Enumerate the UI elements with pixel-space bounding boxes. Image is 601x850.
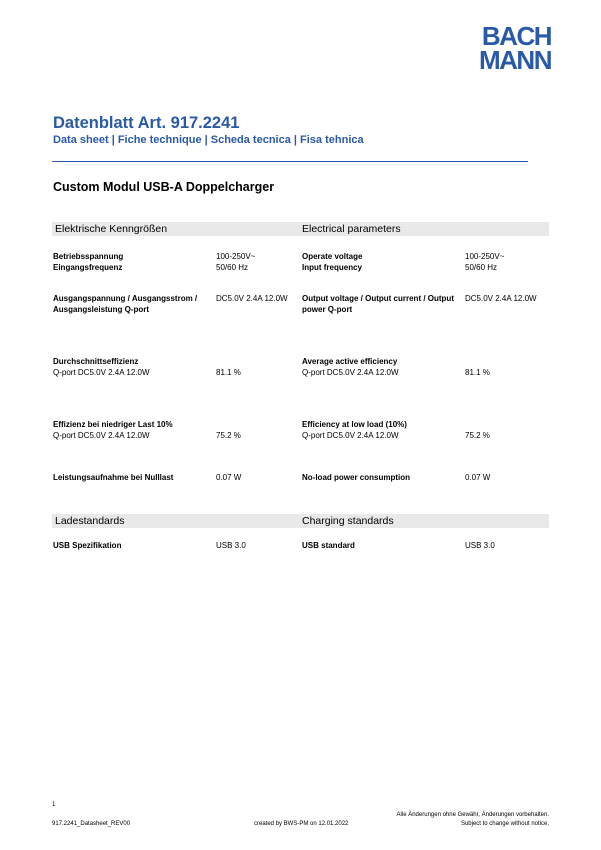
param-label-line: Durchschnittseffizienz: [53, 357, 139, 366]
param-value-en: DC5.0V 2.4A 12.0W: [465, 294, 537, 303]
param-value-en: 81.1 %: [465, 368, 490, 377]
header-divider: [52, 161, 528, 162]
param-label-de: [53, 419, 173, 441]
product-name: Custom Modul USB-A Doppelcharger: [53, 180, 275, 194]
param-label-en: [302, 356, 399, 378]
param-label-en: No-load power consumption: [302, 473, 410, 482]
page-title: Datenblatt Art. 917.2241: [53, 114, 240, 132]
param-value-en: USB 3.0: [465, 541, 495, 550]
param-sublabel-line: Q-port DC5.0V 2.4A 12.0W: [302, 368, 399, 377]
page-number: 1: [52, 802, 56, 808]
section-title-charging-de: Ladestandards: [55, 515, 125, 527]
param-label-de: USB Spezifikation: [53, 541, 122, 550]
param-sublabel-line: Q-port DC5.0V 2.4A 12.0W: [53, 431, 150, 440]
param-label-line: Operate voltage: [302, 252, 363, 261]
param-label-en: [302, 419, 407, 441]
param-sublabel-line: Q-port DC5.0V 2.4A 12.0W: [53, 368, 150, 377]
param-label-line: Ausgangsleistung Q-port: [53, 305, 149, 314]
logo-line-1: BACH: [481, 21, 551, 51]
footer-notice-en: Subject to change without notice.: [460, 821, 549, 827]
param-label-line: Average active efficiency: [302, 357, 398, 366]
param-sublabel-line: Q-port DC5.0V 2.4A 12.0W: [302, 431, 399, 440]
logo-line-2: MANN: [479, 45, 551, 75]
param-value-de: [216, 251, 255, 273]
param-value-en: 75.2 %: [465, 431, 490, 440]
footer-doc-id: 917.2241_Datasheet_REV00: [52, 821, 131, 827]
param-label-en: USB standard: [302, 541, 355, 550]
param-label-line: Input frequency: [302, 263, 363, 272]
section-title-charging-en: Charging standards: [302, 515, 394, 527]
param-label-line: Betriebsspannung: [53, 252, 124, 261]
param-value-en: 0.07 W: [465, 473, 491, 482]
param-label-line: Efficiency at low load (10%): [302, 420, 407, 429]
section-title-electrical-en: Electrical parameters: [302, 223, 401, 235]
param-label-en: [302, 293, 454, 315]
param-label-en: [302, 251, 362, 273]
param-label-de: [53, 251, 123, 273]
param-label-line: Ausgangspannung / Ausgangsstrom /: [53, 294, 198, 303]
param-value-de: 75.2 %: [216, 431, 241, 440]
param-value-line: 50/60 Hz: [465, 263, 498, 272]
param-value-line: 100-250V~: [216, 252, 256, 261]
param-label-line: Eingangsfrequenz: [53, 263, 123, 272]
param-value-line: 100-250V~: [465, 252, 505, 261]
param-value-en: [465, 251, 504, 273]
footer-notice-de: Alle Änderungen ohne Gewähr, Änderungen vorbehalten.: [396, 812, 549, 818]
param-value-line: 50/60 Hz: [216, 263, 249, 272]
param-label-line: Effizienz bei niedriger Last 10%: [53, 420, 173, 429]
param-label-line: power Q-port: [302, 305, 353, 314]
footer-created: created by BWS-PM on 12.01.2022: [254, 821, 349, 827]
param-value-de: 81.1 %: [216, 368, 241, 377]
bachmann-logo: [479, 21, 551, 75]
param-value-de: USB 3.0: [216, 541, 246, 550]
param-value-de: 0.07 W: [216, 473, 242, 482]
page-subtitle: Data sheet | Fiche technique | Scheda tecnica | Fisa tehnica: [53, 134, 364, 146]
param-label-de: [53, 356, 150, 378]
param-label-de: Leistungsaufnahme bei Nulllast: [53, 473, 174, 482]
param-label-line: Output voltage / Output current / Output: [302, 294, 454, 303]
section-title-electrical-de: Elektrische Kenngrößen: [55, 223, 168, 235]
param-label-de: [53, 293, 197, 315]
section-band-charging: [52, 514, 549, 528]
param-value-de: DC5.0V 2.4A 12.0W: [216, 294, 288, 303]
